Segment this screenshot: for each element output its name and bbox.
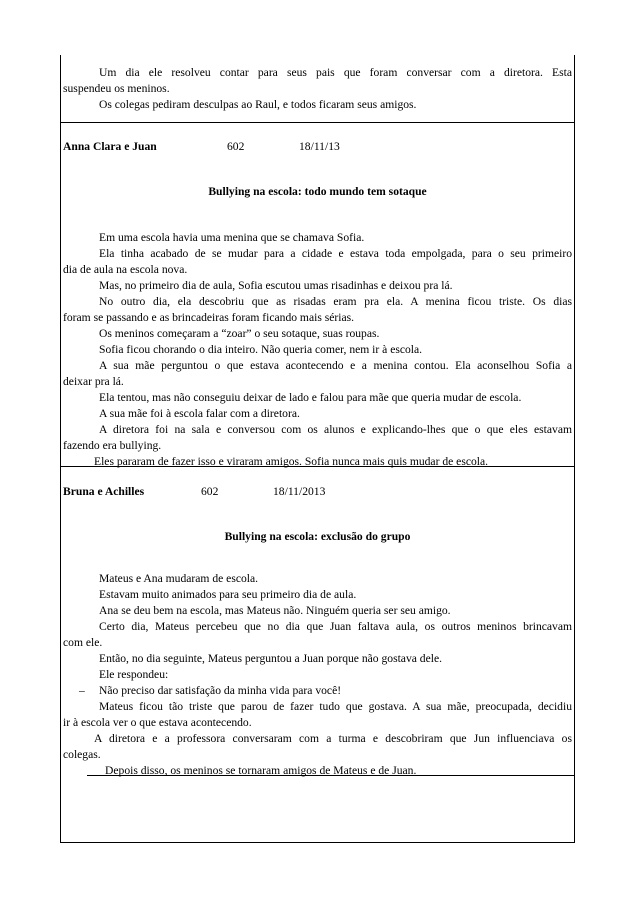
text-line: Estavam muito animados para seu primeiro dia de aula. (99, 588, 357, 601)
section-date: 18/11/13 (299, 140, 340, 153)
text-line: deixar pra lá. (63, 375, 124, 388)
text-line: foram se passando e as brincadeiras foram ficando mais sérias. (63, 311, 355, 324)
text-line: A sua mãe foi à escola falar com a diretora. (99, 407, 300, 420)
section-authors: Anna Clara e Juan (63, 140, 157, 153)
text-line: Ele respondeu: (99, 668, 169, 681)
text-line: colegas. (63, 748, 101, 761)
section-class: 602 (201, 485, 219, 498)
text-line: A sua mãe perguntou o que estava acontecendo e a menina contou. Ela aconselhou Sofia a (99, 359, 572, 372)
text-line: com ele. (63, 636, 103, 649)
text-line: Os meninos começaram a “zoar” o seu sotaque, suas roupas. (99, 327, 380, 340)
text-line: No outro dia, ela descobriu que as risadas eram pra ela. A menina ficou triste. Os dias (99, 295, 572, 308)
text-line: Ana se deu bem na escola, mas Mateus não. Ninguém queria ser seu amigo. (99, 604, 451, 617)
section-date: 18/11/2013 (273, 485, 326, 498)
text-line: Mateus ficou tão triste que parou de fazer tudo que gostava. A sua mãe, preocupada, decidiu (99, 700, 572, 713)
text-line: A diretora e a professora conversaram com a turma e descobriram que Jun influenciava os (94, 732, 572, 745)
text-line: Mateus e Ana mudaram de escola. (99, 572, 259, 585)
text-line: Ela tentou, mas não conseguiu deixar de lado e falou para mãe que queria mudar de escola. (99, 391, 522, 404)
text-line: Eles pararam de fazer isso e viraram amigos. Sofia nunca mais quis mudar de escola. (94, 455, 489, 468)
text-line: Um dia ele resolveu contar para seus pais que foram conversar com a diretora. Esta (99, 66, 572, 79)
text-line: A diretora foi na sala e conversou com os alunos e explicando-lhes que o que eles estavam (99, 423, 572, 436)
section-divider (61, 122, 574, 123)
section-divider (61, 466, 574, 467)
document-page (60, 55, 575, 843)
text-line: ir à escola ver o que estava acontecendo. (63, 716, 252, 729)
text-line: fazendo era bullying. (63, 439, 162, 452)
text-line: Ela tinha acabado de se mudar para a cidade e estava toda empolgada, para o seu primeiro (99, 247, 572, 260)
text-line: Certo dia, Mateus percebeu que no dia que Juan faltava aula, os outros meninos brincavam (99, 620, 572, 633)
text-line: Então, no dia seguinte, Mateus perguntou a Juan porque não gostava dele. (99, 652, 443, 665)
section-title: Bullying na escola: exclusão do grupo (224, 530, 411, 543)
section-authors: Bruna e Achilles (63, 485, 145, 498)
dialogue-dash: – (79, 684, 85, 697)
section-title: Bullying na escola: todo mundo tem sotaque (208, 185, 427, 198)
text-line: Não preciso dar satisfação da minha vida para você! (99, 684, 342, 697)
text-line: dia de aula na escola nova. (63, 263, 188, 276)
text-line: Sofia ficou chorando o dia inteiro. Não queria comer, nem ir à escola. (99, 343, 423, 356)
text-line: suspendeu os meninos. (63, 82, 170, 95)
text-line: Os colegas pediram desculpas ao Raul, e todos ficaram seus amigos. (99, 98, 417, 111)
text-line: Depois disso, os meninos se tornaram amigos de Mateus e de Juan. (105, 764, 417, 777)
section-class: 602 (227, 140, 245, 153)
text-line: Em uma escola havia uma menina que se chamava Sofia. (99, 231, 365, 244)
section-divider (87, 775, 574, 776)
text-line: Mas, no primeiro dia de aula, Sofia escutou umas risadinhas e deixou pra lá. (99, 279, 453, 292)
